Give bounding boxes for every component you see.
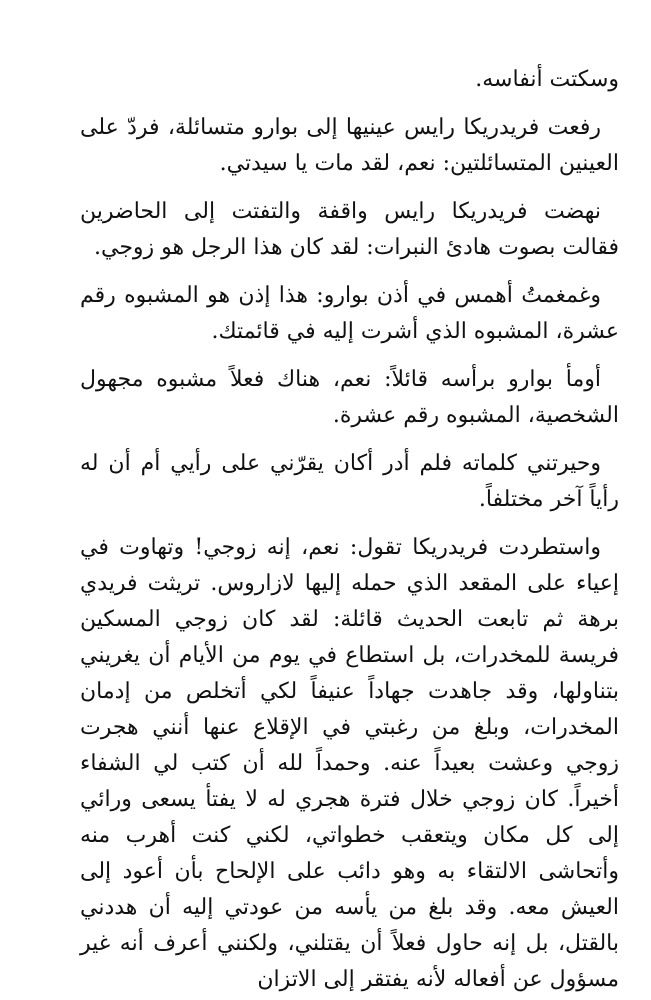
paragraph: واستطردت فريدريكا تقول: نعم، إنه زوجي! وتهاوت في إعياء على المقعد الذي حمله إليها لازاروس. تريثت فريدي برهة ثم تابعت الحديث قائلة: لقد كان زوجي المسكين فريسة للمخدرات، بل استطاع في يوم من الأيام أن يغريني بتناولها، وقد جاهدت جهاداً عنيفاً لكي أتخلص من إدمان المخدرات، وبلغ من رغبتي في الإقلاع عنها أنني هجرت زوجي وعشت بعيداً عنه. وحمداً لله أن كتب لي الشفاء أخيراً. كان زوجي خلال فترة هجري له لا يفتأ يسعى ورائي إلى كل مكان ويتعقب خطواتي، لكني كنت أهرب منه وأتحاشى الالتقاء به وهو دائب على الإلحاح بأن أعود إلى العيش معه. وقد بلغ من يأسه من عودتي إليه أن هددني بالقتل، بل إنه حاول فعلاً أن يقتلني، ولكنني أعرف أنه غير مسؤول عن أفعاله لأنه يفتقر إلى الاتزان: [80, 535, 620, 992]
paragraph: نهضت فريدريكا رايس واقفة والتفتت إلى الحاضرين فقالت بصوت هادئ النبرات: لقد كان هذا الرجل هو زوجي.: [80, 199, 619, 260]
paragraph: وحيرتني كلماته فلم أدر أكان يقرّني على رأيي أم أن له رأياً آخر مختلفاً.: [80, 451, 619, 512]
paragraph: وسكتت أنفاسه.: [475, 67, 619, 92]
paragraph: أومأ بوارو برأسه قائلاً: نعم، هناك فعلاً مشبوه مجهول الشخصية، المشبوه رقم عشرة.: [80, 367, 619, 428]
paragraph: وغمغمتُ أهمس في أذن بوارو: هذا إذن هو المشبوه رقم عشرة، المشبوه الذي أشرت إليه في قائمتك.: [80, 283, 619, 344]
paragraph: رفعت فريدريكا رايس عينيها إلى بوارو متسائلة، فردّ على العينين المتسائلتين: نعم، لقد مات يا سيدتي.: [80, 115, 619, 176]
